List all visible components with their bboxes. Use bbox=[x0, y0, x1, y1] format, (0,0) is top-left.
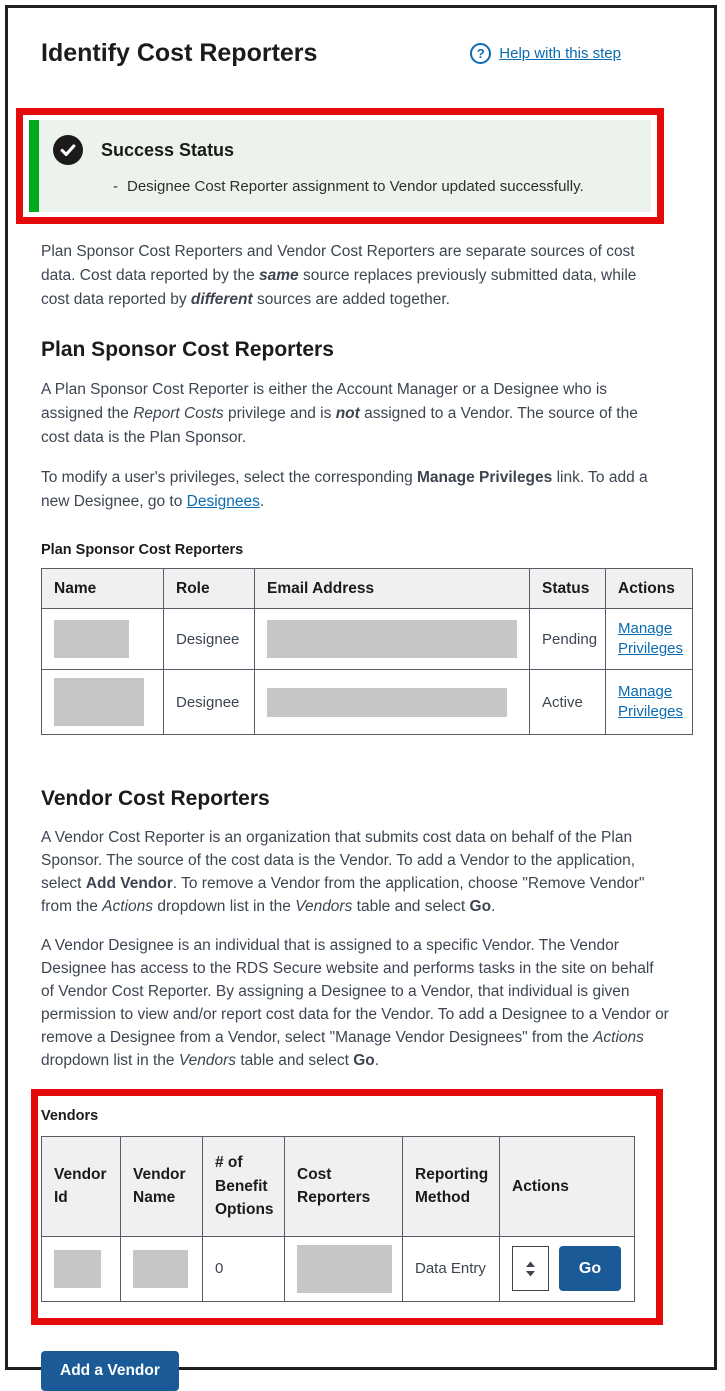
vendor-actions-controls bbox=[512, 1246, 622, 1291]
v-p1-text-5: . bbox=[491, 898, 496, 916]
success-message bbox=[113, 178, 635, 195]
column-header-actions: Actions bbox=[606, 569, 693, 609]
emphasis-not: not bbox=[335, 405, 360, 423]
column-header-vendor-name: Vendor Name bbox=[121, 1136, 203, 1236]
redacted-name bbox=[54, 620, 129, 658]
actions-cell bbox=[606, 609, 693, 670]
go-button[interactable]: Go bbox=[559, 1246, 621, 1291]
page-frame bbox=[5, 5, 717, 1379]
v-p1-text-3: dropdown list in the bbox=[153, 898, 296, 916]
success-bullet: - bbox=[113, 178, 118, 195]
vendor-heading: Vendor Cost Reporters bbox=[41, 787, 270, 811]
table-row bbox=[42, 609, 693, 670]
redacted-email bbox=[267, 688, 507, 717]
v-p1-text-4: table and select bbox=[352, 898, 470, 916]
actions-cell bbox=[606, 670, 693, 735]
vendors-table-header-row bbox=[42, 1136, 635, 1236]
intro-text-3: sources are added together. bbox=[252, 291, 450, 309]
ps-p1-text-3: assigned to a Vendor. The source of the cost data is the Plan Sponsor. bbox=[41, 405, 638, 447]
manage-privileges-link[interactable]: Manage Privileges bbox=[618, 620, 684, 658]
ps-p2-text-3: . bbox=[259, 493, 265, 511]
plan-sponsor-table bbox=[41, 568, 693, 735]
name-cell bbox=[42, 670, 164, 735]
emphasis-same: same bbox=[259, 267, 299, 285]
page-title: Identify Cost Reporters bbox=[41, 39, 318, 67]
cost-reporters-cell bbox=[285, 1236, 403, 1301]
column-header-name: Name bbox=[42, 569, 164, 609]
page-content bbox=[8, 8, 714, 1391]
email-cell bbox=[255, 670, 530, 735]
column-header-role: Role bbox=[164, 569, 255, 609]
status-cell: Pending bbox=[530, 609, 606, 670]
emphasis-add-vendor: Add Vendor bbox=[85, 875, 173, 893]
status-cell: Active bbox=[530, 670, 606, 735]
ps-p1-text-2: privilege and is bbox=[223, 405, 336, 423]
plan-sponsor-table-header-row bbox=[42, 569, 693, 609]
name-cell bbox=[42, 609, 164, 670]
column-header-email: Email Address bbox=[255, 569, 530, 609]
vendor-paragraph-1 bbox=[41, 827, 669, 919]
v-p2-text-4: . bbox=[374, 1051, 380, 1069]
column-header-cost-reporters: Cost Reporters bbox=[285, 1136, 403, 1236]
ps-p2-text-1: To modify a user's privileges, select the corresponding bbox=[41, 469, 418, 487]
help-icon: ? bbox=[470, 43, 491, 64]
emphasis-actions: Actions bbox=[102, 898, 154, 916]
column-header-benefit-options: # of Benefit Options bbox=[203, 1136, 285, 1236]
table-row bbox=[42, 670, 693, 735]
vendor-paragraph-2 bbox=[41, 935, 669, 1073]
emphasis-report-costs: Report Costs bbox=[133, 405, 224, 423]
v-p2-text-2: dropdown list in the bbox=[41, 1051, 179, 1069]
plan-sponsor-paragraph-1 bbox=[41, 378, 669, 450]
v-p1-text-2: . To remove a Vendor from the application, choose "Remove Vendor" from the bbox=[41, 875, 645, 916]
role-cell: Designee bbox=[164, 609, 255, 670]
success-banner-header bbox=[53, 135, 635, 165]
emphasis-vendors: Vendors bbox=[295, 898, 353, 916]
page-header bbox=[41, 38, 681, 68]
plan-sponsor-table-caption: Plan Sponsor Cost Reporters bbox=[41, 542, 244, 559]
help-link[interactable] bbox=[470, 43, 621, 64]
select-arrows-icon bbox=[525, 1261, 536, 1277]
vendor-id-cell bbox=[42, 1236, 121, 1301]
column-header-status: Status bbox=[530, 569, 606, 609]
redacted-vendor-id bbox=[54, 1250, 101, 1288]
success-message-text: Designee Cost Reporter assignment to Vendor updated successfully. bbox=[127, 178, 584, 195]
column-header-actions: Actions bbox=[500, 1136, 635, 1236]
redacted-cost-reporters bbox=[297, 1245, 392, 1293]
email-cell bbox=[255, 609, 530, 670]
v-p2-text-3: table and select bbox=[236, 1051, 354, 1069]
redacted-name bbox=[54, 678, 144, 726]
designees-link[interactable]: Designees bbox=[186, 493, 260, 511]
vendors-table-caption: Vendors bbox=[41, 1107, 99, 1124]
annotation-highlight-success bbox=[16, 108, 664, 224]
emphasis-different: different bbox=[190, 291, 253, 309]
ps-p1-text-1: A Plan Sponsor Cost Reporter is either the Account Manager or a Designee who is assigned the bbox=[41, 381, 608, 423]
plan-sponsor-paragraph-2 bbox=[41, 466, 669, 514]
emphasis-go: Go bbox=[469, 898, 492, 916]
ps-p2-text-2: link. To add a new Designee, go to bbox=[41, 469, 648, 511]
vendors-table bbox=[41, 1136, 635, 1302]
intro-paragraph bbox=[41, 240, 669, 312]
v-p2-text-1: A Vendor Designee is an individual that is assigned to a specific Vendor. The Vendor Designee has access to the RDS Secure website and performs tasks in the site on behalf of Vendor Cost Reporter. By assigning a Designee to a Vendor, that individual is given permission to view and/or report cost data for the Vendor. To add a Designee to a Vendor or remove a Designee from a Vendor, select "Manage Vendor Designees" from the bbox=[41, 937, 669, 1046]
annotation-highlight-vendors-table bbox=[31, 1089, 663, 1325]
actions-select[interactable] bbox=[512, 1246, 549, 1291]
plan-sponsor-heading: Plan Sponsor Cost Reporters bbox=[41, 338, 334, 362]
benefit-options-cell: 0 bbox=[203, 1236, 285, 1301]
intro-text-2: source replaces previously submitted data, while cost data reported by bbox=[41, 267, 637, 309]
add-vendor-button[interactable]: Add a Vendor bbox=[41, 1351, 179, 1391]
reporting-method-cell: Data Entry bbox=[403, 1236, 500, 1301]
success-heading: Success Status bbox=[101, 139, 235, 160]
emphasis-actions: Actions bbox=[593, 1028, 644, 1046]
vendor-actions-cell bbox=[500, 1236, 635, 1301]
table-row bbox=[42, 1236, 635, 1301]
emphasis-vendors: Vendors bbox=[178, 1051, 237, 1069]
check-icon bbox=[53, 135, 83, 165]
help-link-label: Help with this step bbox=[499, 44, 621, 62]
column-header-reporting-method: Reporting Method bbox=[403, 1136, 500, 1236]
vendor-name-cell bbox=[121, 1236, 203, 1301]
emphasis-manage-privileges: Manage Privileges bbox=[417, 469, 553, 487]
redacted-email bbox=[267, 620, 517, 658]
success-banner bbox=[29, 120, 651, 212]
redacted-vendor-name bbox=[133, 1250, 188, 1288]
intro-text-1: Plan Sponsor Cost Reporters and Vendor Cost Reporters are separate sources of cost data. Cost data reported by the bbox=[41, 243, 635, 285]
role-cell: Designee bbox=[164, 670, 255, 735]
column-header-vendor-id: Vendor Id bbox=[42, 1136, 121, 1236]
v-p1-text-1: A Vendor Cost Reporter is an organization that submits cost data on behalf of the Plan Sponsor. The source of the cost data is the Vendor. To add a Vendor to the application, select bbox=[41, 829, 636, 893]
manage-privileges-link[interactable]: Manage Privileges bbox=[618, 683, 684, 721]
emphasis-go: Go bbox=[353, 1051, 375, 1069]
